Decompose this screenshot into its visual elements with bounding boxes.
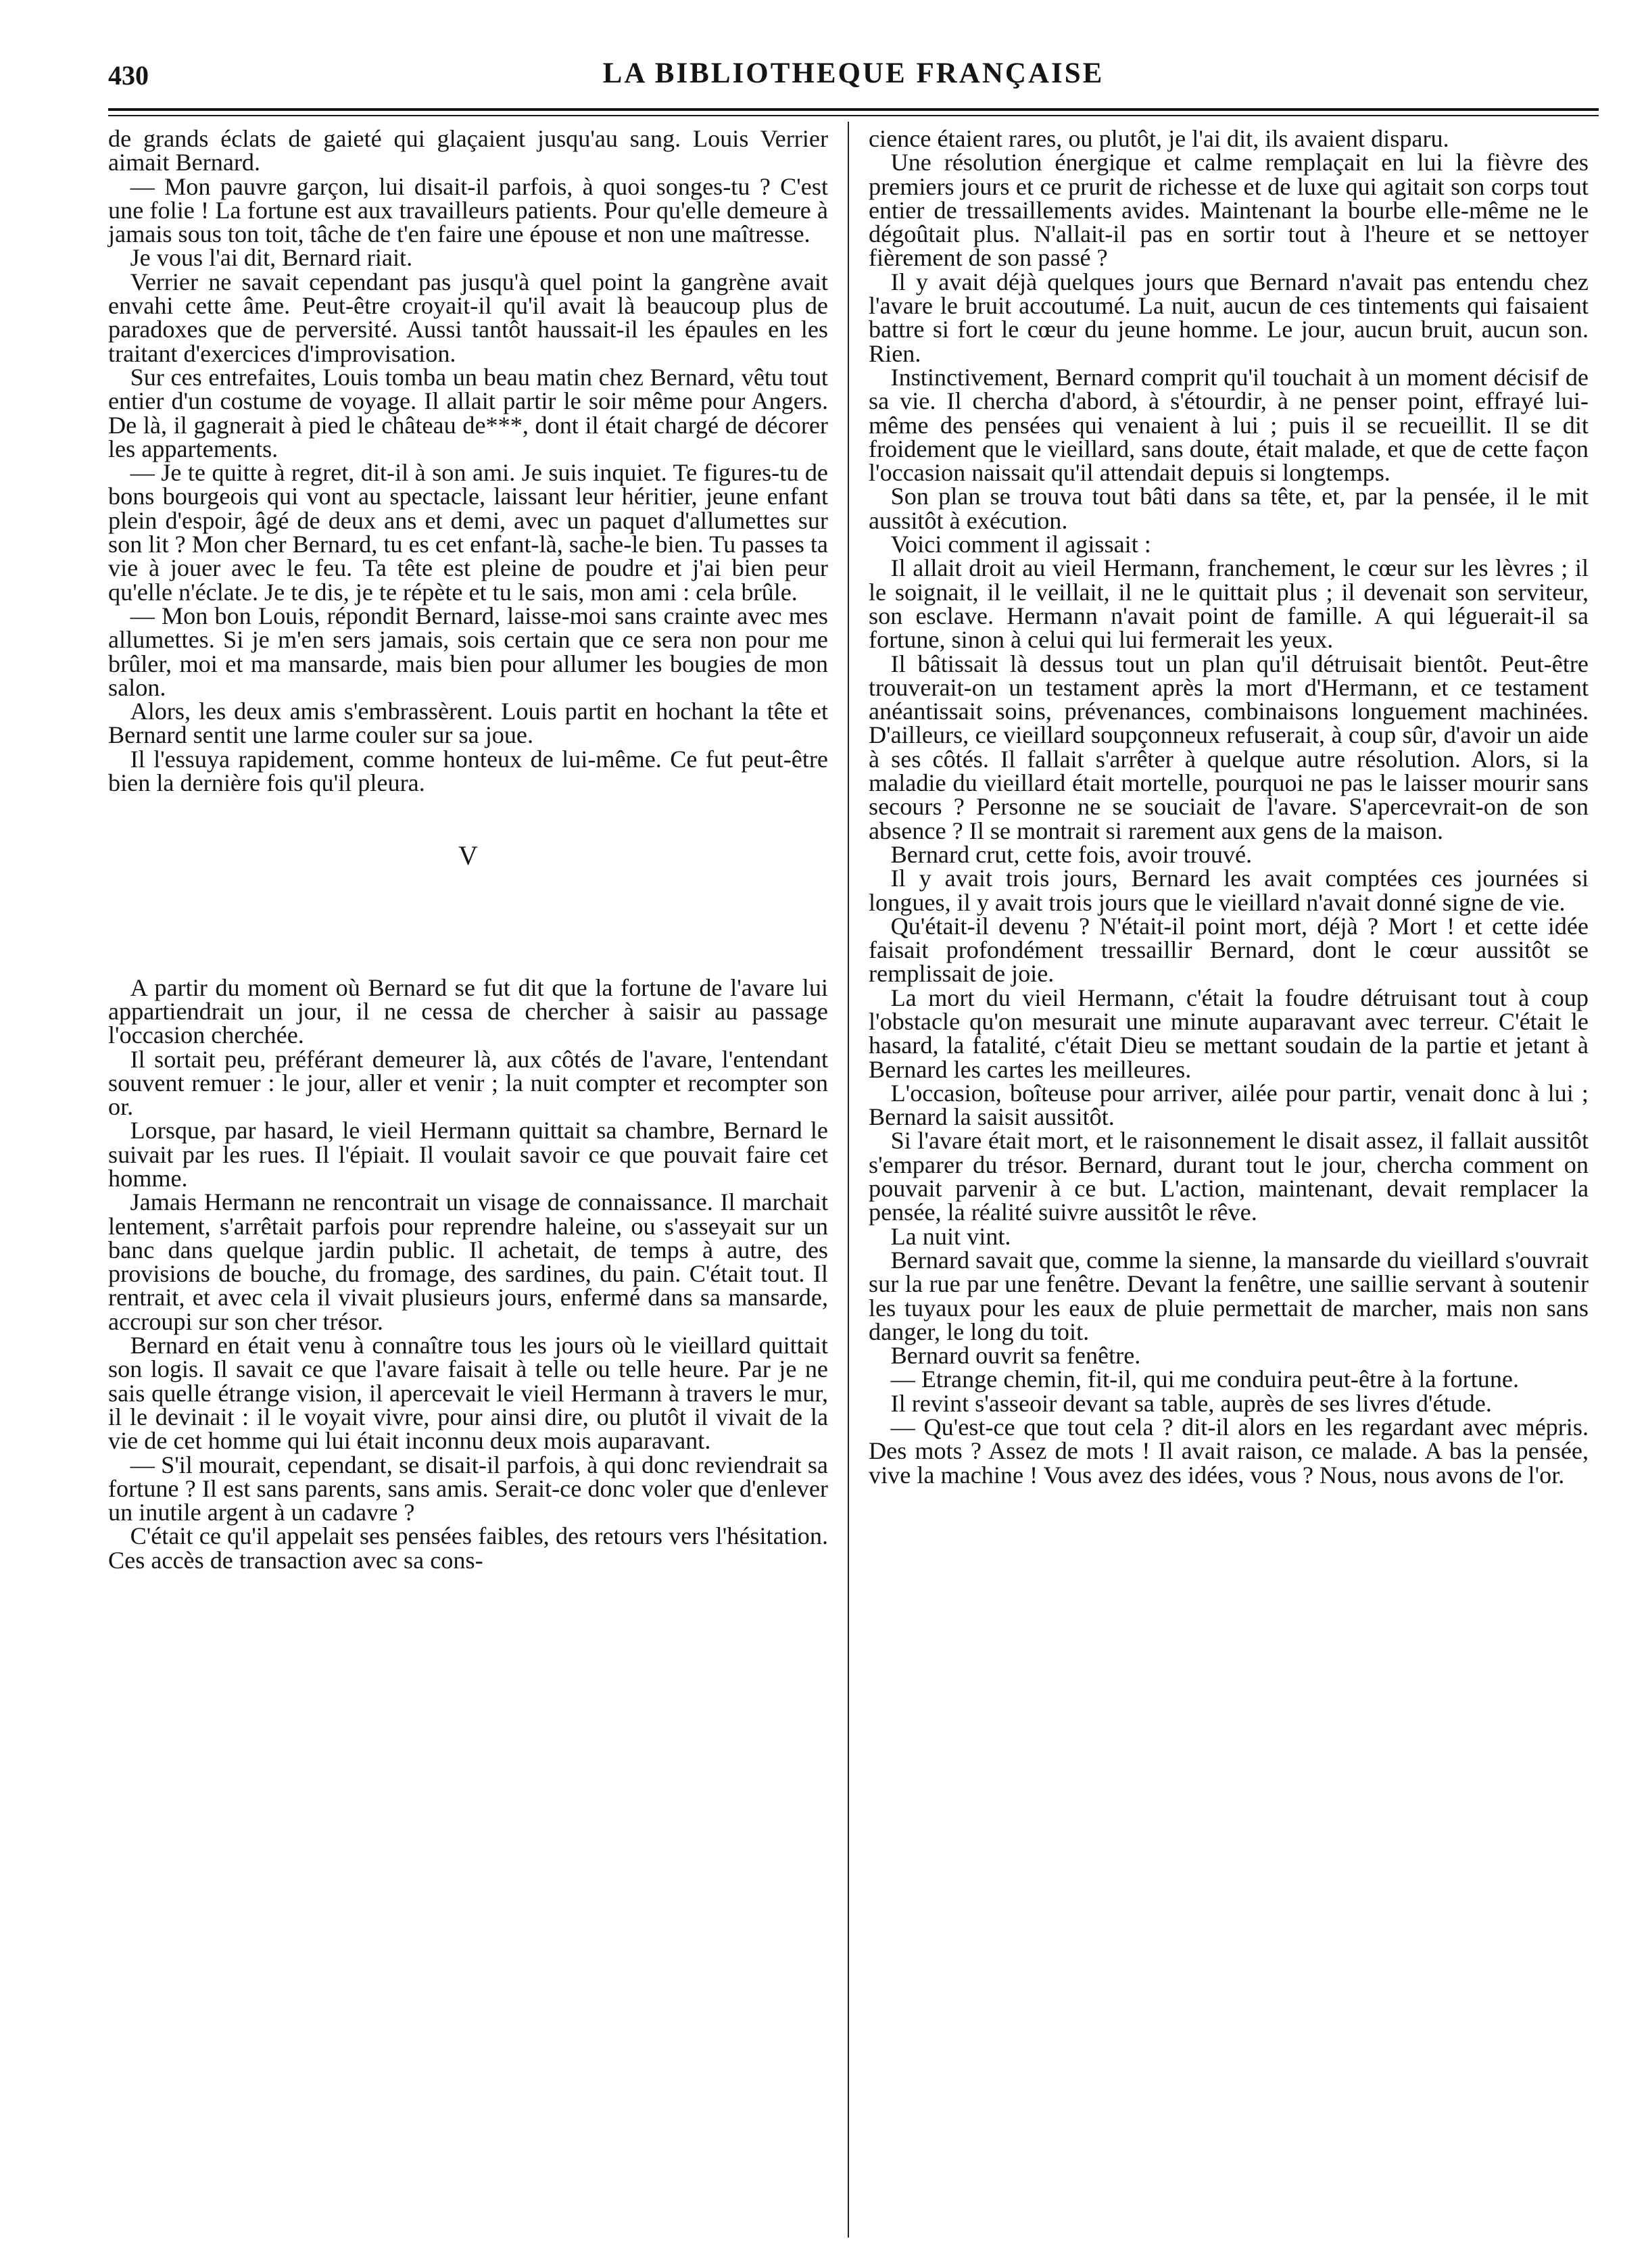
page-number: 430: [108, 60, 149, 91]
left-column: [108, 127, 828, 1572]
running-title: LA BIBLIOTHEQUE FRANÇAISE: [602, 57, 1105, 89]
paragraph: Instinctivement, Bernard comprit qu'il touchait à un moment décisif de sa vie. Il chercha d'abord, à s'étourdir, à ne penser point, effrayé lui-même des pensées qui venaient à lui ; puis il se recueillit. Il se dit froidement que le vieillard, sans doute, était malade, et que de cette façon l'occasion naissait qu'il attendait depuis si longtemps.: [869, 363, 1589, 487]
paragraph: Lorsque, par hasard, le vieil Hermann quittait sa chambre, Bernard le suivait par les rues. Il l'épiait. Il voulait savoir ce que pouvait faire cet homme.: [108, 1117, 828, 1192]
paragraph: Voici comment il agissait :: [890, 531, 1151, 558]
newspaper-page: [108, 57, 1599, 2240]
paragraph: Il y avait déjà quelques jours que Bernard n'avait pas entendu chez l'avare le bruit accoutumé. La nuit, aucun de ces tintements qui faisaient battre si fort le cœur du jeune homme. Le jour, aucun bruit, aucun son. Rien.: [869, 268, 1589, 367]
paragraph: de grands éclats de gaieté qui glaçaient jusqu'au sang. Louis Verrier aimait Bernard.: [108, 125, 828, 176]
column-divider: [848, 122, 849, 2238]
paragraph: Une résolution énergique et calme remplaçait en lui la fièvre des premiers jours et ce prurit de richesse et de luxe qui agitait son corps tout entier de tressaillements avides. Maintenant la bourbe elle-même ne le dégoûtait plus. N'allait-il pas en sortir tout à l'heure et se nettoyer fièrement de son passé ?: [869, 149, 1589, 272]
paragraph: — Qu'est-ce que tout cela ? dit-il alors en les regardant avec mépris. Des mots ? Assez de mots ! Il avait raison, ce malade. A bas la pensée, vive la machine ! Vous avez des idées, vous ? Nous, nous avons de l'or.: [869, 1414, 1589, 1489]
paragraph: Bernard crut, cette fois, avoir trouvé.: [890, 840, 1253, 868]
paragraph: cience étaient rares, ou plutôt, je l'ai dit, ils avaient disparu.: [869, 125, 1449, 152]
page-header: [108, 57, 1599, 99]
paragraph: Je vous l'ai dit, Bernard riait.: [130, 244, 413, 272]
paragraph: Il allait droit au vieil Hermann, franchement, le cœur sur les lèvres ; il le soignait, il le veillait, il ne le quittait plus ; il devenait son serviteur, son esclave. Hermann n'avait point de famille. A qui léguerait-il sa fortune, sinon à celui qui lui fermerait les yeux.: [869, 554, 1589, 654]
paragraph: La mort du vieil Hermann, c'était la foudre détruisant tout à coup l'obstacle qu'on mesurait une minute auparavant avec terreur. C'était le hasard, la fatalité, c'était Dieu se mettant soudain de la partie et jetant à Bernard les cartes les meilleures.: [869, 984, 1589, 1083]
paragraph: Bernard en était venu à connaître tous les jours où le vieillard quittait son logis. Il savait ce que l'avare faisait à telle ou telle heure. Par je ne sais quelle étrange vision, il apercevait le vieil Hermann à travers le mur, il le devinait : il le voyait vivre, pour ainsi dire, ou plutôt il vivait de la vie de cet homme qui lui était inconnu deux mois auparavant.: [108, 1332, 828, 1455]
header-rule-thin: [108, 115, 1599, 116]
right-column: [869, 127, 1589, 1487]
paragraph: Il sortait peu, préférant demeurer là, aux côtés de l'avare, l'entendant souvent remuer : le jour, aller et venir ; la nuit compter et recompter son or.: [108, 1045, 828, 1121]
paragraph: Bernard savait que, comme la sienne, la mansarde du vieillard s'ouvrait sur la rue par une fenêtre. Devant la fenêtre, une saillie servant à soutenir les tuyaux pour les eaux de pluie permettait de marcher, mais non sans danger, le long du toit.: [869, 1246, 1589, 1345]
chapter-heading: V: [458, 840, 478, 871]
paragraph: Verrier ne savait cependant pas jusqu'à quel point la gangrène avait envahi cette âme. Peut-être croyait-il qu'il avait là beaucoup plus de paradoxes que de perversité. Aussi tantôt haussait-il les épaules en les traitant d'exercices d'improvisation.: [108, 268, 828, 367]
paragraph: — S'il mourait, cependant, se disait-il parfois, à qui donc reviendrait sa fortune ? Il est sans parents, sans amis. Serait-ce donc voler que d'enlever un inutile argent à un cadavre ?: [108, 1451, 828, 1526]
paragraph: Jamais Hermann ne rencontrait un visage de connaissance. Il marchait lentement, s'arrêtait parfois pour reprendre haleine, ou s'asseyait sur un banc dans quelque jardin public. Il achetait, de temps à autre, des provisions de bouche, du fromage, des sardines, du pain. C'était tout. Il rentrait, et avec cela il vivait plusieurs jours, enfermé dans sa mansarde, accroupi sur son cher trésor.: [108, 1188, 828, 1335]
paragraph: Qu'était-il devenu ? N'était-il point mort, déjà ? Mort ! et cette idée faisait profondément tressaillir Bernard, dont le cœur aussitôt se remplissait de joie.: [869, 912, 1589, 988]
paragraph: Il l'essuya rapidement, comme honteux de lui-même. Ce fut peut-être bien la dernière fois qu'il pleura.: [108, 745, 828, 797]
paragraph: Alors, les deux amis s'embrassèrent. Louis partit en hochant la tête et Bernard sentit une larme couler sur sa joue.: [108, 698, 828, 749]
paragraph: — Mon pauvre garçon, lui disait-il parfois, à quoi songes-tu ? C'est une folie ! La fortune est aux travailleurs patients. Pour qu'elle demeure à jamais sous ton toit, tâche de t'en faire une épouse et non une maîtresse.: [108, 172, 828, 248]
paragraph: C'était ce qu'il appelait ses pensées faibles, des retours vers l'hésitation. Ces accès de transaction avec sa cons-: [108, 1522, 828, 1574]
paragraph: — Je te quitte à regret, dit-il à son ami. Je suis inquiet. Te figures-tu de bons bourgeois qui vont au spectacle, laissant leur héritier, jeune enfant plein d'espoir, âgé de deux ans et demi, avec un paquet d'allumettes sur son lit ? Mon cher Bernard, tu es cet enfant-là, sache-le bien. Tu passes ta vie à jouer avec le feu. Ta tête est pleine de poudre et j'ai bien peur qu'elle n'éclate. Je te dis, je te répète et tu le sais, mon ami : cela brûle.: [108, 459, 828, 606]
paragraph: Il y avait trois jours, Bernard les avait comptées ces journées si longues, il y avait trois jours que le vieillard n'avait donné signe de vie.: [869, 865, 1589, 916]
paragraph: A partir du moment où Bernard se fut dit que la fortune de l'avare lui appartiendrait un jour, il ne cessa de chercher à saisir au passage l'occasion cherchée.: [108, 973, 828, 1049]
paragraph: L'occasion, boîteuse pour arriver, ailée pour partir, venait donc à lui ; Bernard la saisit aussitôt.: [869, 1079, 1589, 1131]
paragraph: Il revint s'asseoir devant sa table, auprès de ses livres d'étude.: [890, 1389, 1492, 1417]
header-rule-thick: [108, 108, 1599, 111]
paragraph: Bernard ouvrit sa fenêtre.: [890, 1342, 1141, 1370]
paragraph: La nuit vint.: [890, 1222, 1011, 1250]
paragraph: Il bâtissait là dessus tout un plan qu'il détruisait bientôt. Peut-être trouverait-on un testament après la mort d'Hermann, et ce testament anéantissait soins, prévenances, combinaisons longuement machinées. D'ailleurs, ce vieillard soupçonneux refuserait, à coup sûr, d'avoir un aide à ses côtés. Il fallait s'arrêter à quelque autre résolution. Alors, si la maladie du vieillard était mortelle, pourquoi ne pas le laisser mourir sans secours ? Personne ne se souciait de l'avare. S'apercevrait-on de son absence ? Il se montrait si rarement aux gens de la maison.: [869, 650, 1589, 844]
paragraph: Son plan se trouva tout bâti dans sa tête, et, par la pensée, il le mit aussitôt à exécution.: [869, 483, 1589, 534]
paragraph: — Mon bon Louis, répondit Bernard, laisse-moi sans crainte avec mes allumettes. Si je m'en sers jamais, sois certain que ce sera non pour me brûler, moi et ma mansarde, mais bien pour allumer les bougies de mon salon.: [108, 602, 828, 701]
paragraph: Sur ces entrefaites, Louis tomba un beau matin chez Bernard, vêtu tout entier d'un costume de voyage. Il allait partir le soir même pour Angers. De là, il gagnerait à pied le château de***, dont il était chargé de décorer les appartements.: [108, 363, 828, 462]
paragraph: Si l'avare était mort, et le raisonnement le disait assez, il fallait aussitôt s'emparer du trésor. Bernard, durant tout le jour, chercha comment on pouvait parvenir à ce but. L'action, maintenant, devait remplacer la pensée, la réalité suivre aussitôt le rêve.: [869, 1127, 1589, 1226]
paragraph: — Etrange chemin, fit-il, qui me conduira peut-être à la fortune.: [890, 1366, 1520, 1393]
